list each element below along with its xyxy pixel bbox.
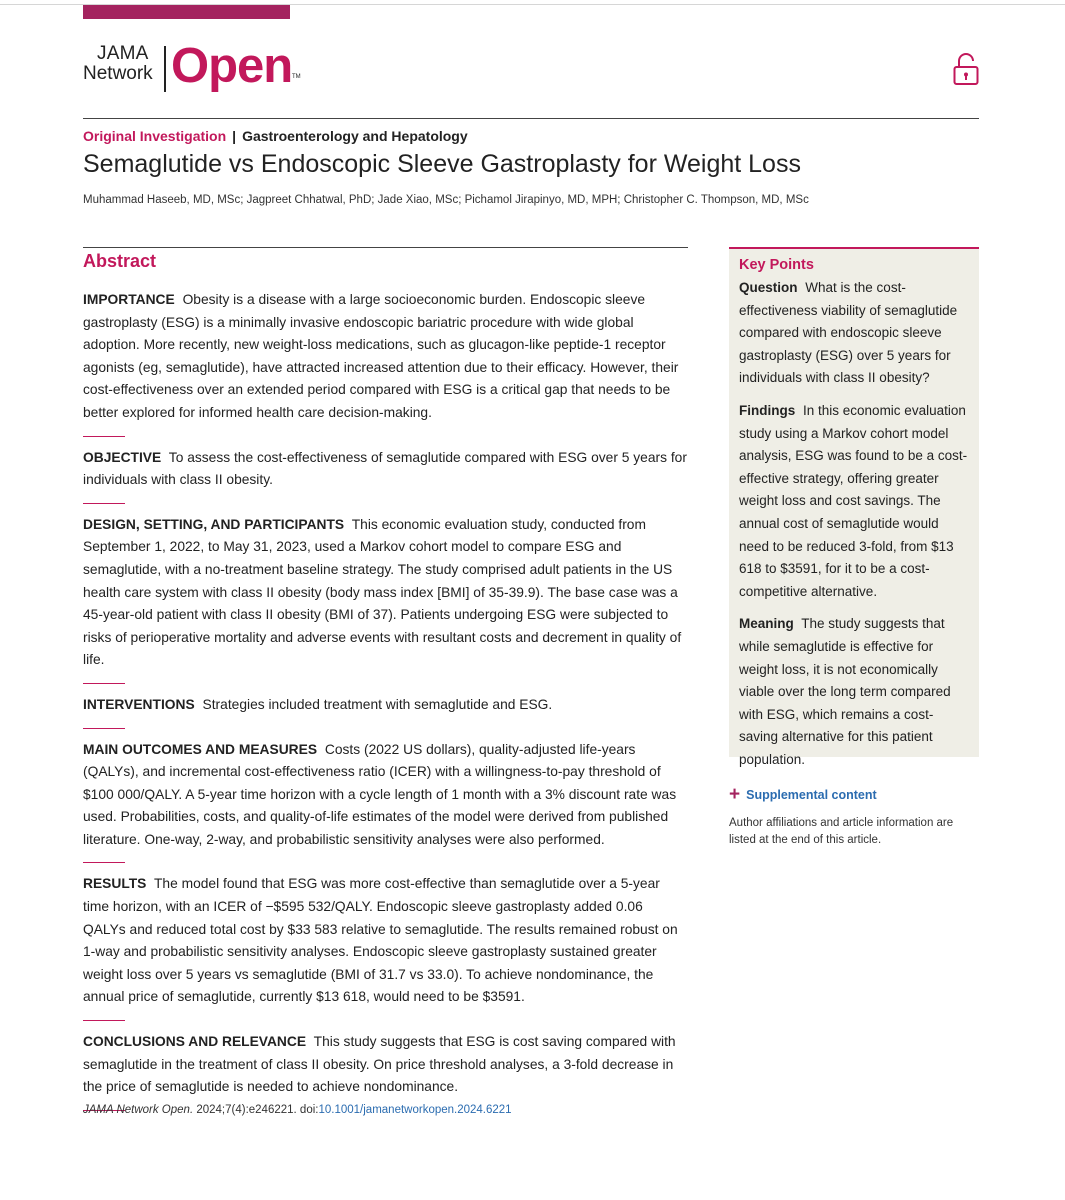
section-text: This study suggests that ESG is cost saving compared with semaglutide in the treatment of class II obesity. On price threshold analyses, a 3-fold decrease in the price of semaglutide is needed to achieve nondominance.: [83, 1034, 676, 1095]
key-point-meaning: [739, 613, 969, 771]
section-divider: [83, 862, 125, 863]
supplemental-content-link[interactable]: [729, 783, 877, 805]
header-rule: [83, 118, 979, 119]
key-points-heading: Key Points: [739, 257, 814, 273]
abstract-section-importance: [83, 289, 688, 425]
section-text: Obesity is a disease with a large socioeconomic burden. Endoscopic sleeve gastroplasty (ESG) is a minimally invasive endoscopic bariatric procedure with wide global adoption. More recently, new weight-loss medications, such as glucagon-like peptide-1 receptor agonists (eg, semaglutide), have attracted increased attention due to their efficacy. However, their cost-effectiveness over an extended period compared with ESG is a critical gap that needs to be better explored for informed health care decision-making.: [83, 292, 679, 420]
plus-icon: +: [729, 784, 741, 805]
section-text: To assess the cost-effectiveness of semaglutide compared with ESG over 5 years for individuals with class II obesity.: [83, 449, 687, 488]
logo-network: Network: [83, 63, 153, 84]
key-point-text: What is the cost-effectiveness viability of semaglutide compared with endoscopic sleeve gastroplasty (ESG) over 5 years for individuals with class II obesity?: [739, 280, 958, 386]
abstract-section-conclusions: [83, 1031, 688, 1099]
logo-divider: [164, 46, 166, 92]
abstract-rule: [83, 247, 688, 248]
logo-trademark: TM: [292, 74, 301, 80]
abstract-section-objective: [83, 447, 688, 492]
abstract-section-results: [83, 873, 688, 1009]
section-label: INTERVENTIONS: [83, 696, 195, 712]
section-divider: [83, 503, 125, 504]
key-points-box: [729, 247, 979, 767]
key-point-label: Findings: [739, 402, 796, 418]
abstract-section-design: [83, 514, 688, 672]
abstract-body: [83, 289, 688, 1121]
article-type: Original Investigation: [83, 128, 227, 144]
key-point-text: In this economic evaluation study using a Markov cohort model analysis, ESG was found to be a cost-effective strategy, offering greater weight loss and cost savings. The annual cost of semaglutide would need to be reduced 3-fold, from $13 618 to $3591, for it to be a cost-competitive alternative.: [739, 402, 968, 599]
kicker-separator: |: [232, 128, 237, 144]
article-title: Semaglutide vs Endoscopic Sleeve Gastroplasty for Weight Loss: [83, 150, 801, 178]
citation-details: 2024;7(4):e246221. doi:: [196, 1104, 319, 1116]
section-label: IMPORTANCE: [83, 292, 175, 307]
logo-open: Open: [171, 39, 293, 93]
key-point-findings: [739, 400, 969, 603]
abstract-section-interventions: [83, 694, 688, 717]
affiliations-note: Author affiliations and article information are listed at the end of this article.: [729, 817, 954, 846]
section-divider: [83, 683, 125, 684]
section-divider: [83, 1020, 125, 1021]
doi-link[interactable]: 10.1001/jamanetworkopen.2024.6221: [318, 1104, 512, 1116]
abstract-section-outcomes: [83, 739, 688, 852]
key-point-question: [739, 277, 969, 390]
section-divider: [83, 728, 125, 729]
supplemental-label: Supplemental content: [746, 788, 877, 802]
section-label: OBJECTIVE: [83, 449, 162, 465]
section-label: RESULTS: [83, 876, 147, 892]
article-kicker: [83, 128, 468, 144]
section-label: CONCLUSIONS AND RELEVANCE: [83, 1034, 307, 1050]
section-text: This economic evaluation study, conducted from September 1, 2022, to May 31, 2023, used a Markov cohort model to compare ESG and semaglutide, with a no-treatment baseline strategy. The study comprised adult patients in the US health care system with class II obesity (body mass index [BMI] of 35-39.9). The base case was a 45-year-old patient with class II obesity (BMI of 37). Patients undergoing ESG were subjected to risks of perioperative mortality and adverse events with resultant costs and decrement in quality of life.: [83, 516, 682, 668]
key-point-label: Question: [739, 280, 798, 295]
section-label: DESIGN, SETTING, AND PARTICIPANTS: [83, 516, 345, 532]
abstract-heading: Abstract: [83, 251, 157, 271]
author-list: Muhammad Haseeb, MD, MSc; Jagpreet Chhatwal, PhD; Jade Xiao, MSc; Pichamol Jirapinyo, MD, MPH; Christopher C. Thompson, MD, MSc: [83, 194, 809, 206]
section-label: MAIN OUTCOMES AND MEASURES: [83, 741, 318, 757]
key-point-label: Meaning: [739, 616, 794, 632]
brand-bar: [83, 5, 290, 19]
citation-journal: JAMA Network Open.: [83, 1104, 194, 1116]
section-text: The model found that ESG was more cost-effective than semaglutide over a 5-year time horizon, with an ICER of −$595 532/QALY. Endoscopic sleeve gastroplasty added 0.06 QALYs and reduced total cost by $33 583 relative to semaglutide. The results remained robust on 1-way and probabilistic sensitivity analyses. Endoscopic sleeve gastroplasty sustained greater weight loss over 5 years vs semaglutide (BMI of 31.7 vs 33.0). To achieve nondominance, the annual price of semaglutide, currently $13 618, would need to be $3591.: [83, 876, 678, 1005]
article-category: Gastroenterology and Hepatology: [242, 128, 468, 144]
unlock-icon: [953, 52, 979, 86]
key-point-text: The study suggests that while semaglutide is effective for weight loss, it is not economically viable over the long term compared with ESG, which remains a cost-saving alternative for this patient population.: [739, 616, 951, 767]
citation-line: [83, 1104, 512, 1116]
section-divider: [83, 436, 125, 437]
logo-jama: JAMA: [97, 43, 149, 64]
section-text: Costs (2022 US dollars), quality-adjusted life-years (QALYs), and incremental cost-effectiveness ratio (ICER) with a willingness-to-pay threshold of $100 000/QALY. A 5-year time horizon with a cycle length of 1 month with a 3% discount rate was used. Probabilities, costs, and quality-of-life estimates of the model were derived from published literature. One-way, 2-way, and probabilistic sensitivity analyses were also performed.: [83, 741, 677, 847]
section-text: Strategies included treatment with semaglutide and ESG.: [202, 696, 553, 712]
